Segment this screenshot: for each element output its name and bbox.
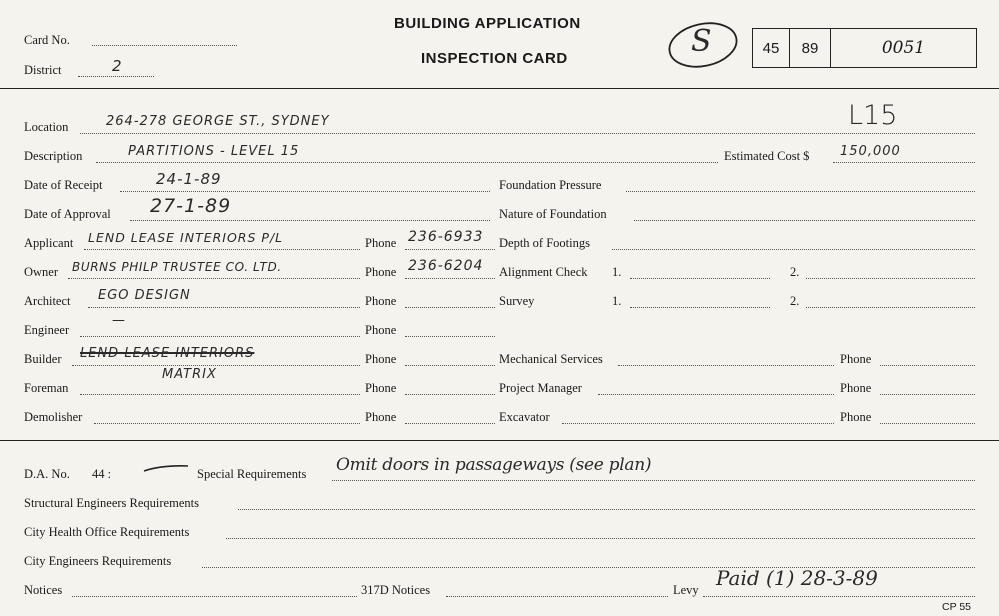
- project-manager-field[interactable]: [598, 394, 834, 395]
- survey-opt2-label: 2.: [790, 294, 800, 308]
- demolisher-phone-label: Phone: [365, 410, 397, 424]
- number-box-3: 0051: [830, 28, 977, 68]
- demolisher-field[interactable]: [94, 423, 360, 424]
- district-field[interactable]: [78, 76, 154, 77]
- alignment-opt1-label: 1.: [612, 265, 622, 279]
- architect-phone-field[interactable]: [405, 307, 495, 308]
- architect-phone-label: Phone: [365, 294, 397, 308]
- alignment-field-2[interactable]: [806, 278, 975, 279]
- engineer-phone-field[interactable]: [405, 336, 495, 337]
- divider-bottom: [0, 440, 999, 441]
- estimated-cost-field[interactable]: [833, 162, 975, 163]
- project-manager-phone-label: Phone: [840, 381, 872, 395]
- card-no-label: Card No.: [24, 33, 70, 47]
- excavator-label: Excavator: [499, 410, 550, 424]
- engineer-label: Engineer: [24, 323, 70, 337]
- engineer-field[interactable]: [80, 336, 360, 337]
- owner-field[interactable]: [68, 278, 360, 279]
- level-mark: L15: [848, 100, 898, 131]
- description-value: PARTITIONS - LEVEL 15: [128, 144, 300, 159]
- health-label: City Health Office Requirements: [24, 525, 190, 539]
- date-approval-label: Date of Approval: [24, 207, 111, 221]
- description-label: Description: [24, 149, 83, 163]
- location-field[interactable]: [80, 133, 975, 134]
- survey-opt1-label: 1.: [612, 294, 622, 308]
- demolisher-label: Demolisher: [24, 410, 83, 424]
- structural-label: Structural Engineers Requirements: [24, 496, 199, 510]
- foreman-label: Foreman: [24, 381, 69, 395]
- owner-phone-label: Phone: [365, 265, 397, 279]
- location-label: Location: [24, 120, 69, 134]
- alignment-opt2-label: 2.: [790, 265, 800, 279]
- mechanical-field[interactable]: [618, 365, 834, 366]
- builder-field[interactable]: [72, 365, 360, 366]
- form-code: CP 55: [942, 601, 971, 613]
- levy-value: Paid (1) 28-3-89: [716, 566, 878, 590]
- title-line2: INSPECTION CARD: [421, 50, 568, 67]
- foundation-pressure-field[interactable]: [626, 191, 975, 192]
- owner-label: Owner: [24, 265, 59, 279]
- date-approval-value: 27-1-89: [150, 195, 232, 217]
- title-line1: BUILDING APPLICATION: [394, 15, 581, 32]
- applicant-value: LEND LEASE INTERIORS P/L: [88, 230, 284, 245]
- divider-top: [0, 88, 999, 89]
- owner-phone-field[interactable]: [405, 278, 495, 279]
- project-manager-phone-field[interactable]: [880, 394, 975, 395]
- circled-letter-mark: [665, 18, 743, 70]
- builder-struck-value: LEND LEASE INTERIORS: [80, 346, 255, 361]
- mechanical-phone-field[interactable]: [880, 365, 975, 366]
- mechanical-label: Mechanical Services: [499, 352, 603, 366]
- nature-foundation-label: Nature of Foundation: [499, 207, 607, 221]
- applicant-label: Applicant: [24, 236, 74, 250]
- date-receipt-field[interactable]: [120, 191, 490, 192]
- number-box-2: 89: [789, 28, 831, 68]
- applicant-field[interactable]: [84, 249, 360, 250]
- engineer-phone-label: Phone: [365, 323, 397, 337]
- notices-field[interactable]: [72, 596, 357, 597]
- notices-label: Notices: [24, 583, 63, 597]
- estimated-cost-label: Estimated Cost $: [724, 149, 810, 163]
- levy-label: Levy: [673, 583, 699, 597]
- special-requirements-value: Omit doors in passageways (see plan): [336, 455, 652, 475]
- circled-letter: S: [691, 24, 712, 59]
- mechanical-phone-label: Phone: [840, 352, 872, 366]
- builder-label: Builder: [24, 352, 62, 366]
- survey-label: Survey: [499, 294, 535, 308]
- city-engineers-label: City Engineers Requirements: [24, 554, 172, 568]
- number-box-1: 45: [752, 28, 790, 68]
- date-receipt-value: 24-1-89: [156, 170, 222, 188]
- applicant-phone-field[interactable]: [405, 249, 495, 250]
- da-no-value: 44 :: [92, 467, 112, 481]
- da-no-label: D.A. No.: [24, 467, 70, 481]
- card-no-field[interactable]: [92, 45, 237, 46]
- survey-field-1[interactable]: [630, 307, 770, 308]
- excavator-field[interactable]: [562, 423, 834, 424]
- engineer-value: —: [112, 313, 126, 328]
- applicant-phone-value: 236-6933: [408, 229, 484, 245]
- district-value: 2: [112, 57, 123, 75]
- alignment-field-1[interactable]: [630, 278, 770, 279]
- foreman-phone-label: Phone: [365, 381, 397, 395]
- architect-field[interactable]: [88, 307, 360, 308]
- foreman-field[interactable]: [80, 394, 360, 395]
- excavator-phone-field[interactable]: [880, 423, 975, 424]
- survey-field-2[interactable]: [806, 307, 975, 308]
- depth-footings-label: Depth of Footings: [499, 236, 590, 250]
- levy-field[interactable]: [703, 596, 975, 597]
- notices-317d-label: 317D Notices: [361, 583, 431, 597]
- notices-317d-field[interactable]: [446, 596, 668, 597]
- owner-value: BURNS PHILP TRUSTEE CO. LTD.: [72, 260, 282, 274]
- structural-field[interactable]: [238, 509, 975, 510]
- district-label: District: [24, 63, 62, 77]
- da-dash-mark: [142, 460, 192, 470]
- description-field[interactable]: [96, 162, 718, 163]
- special-requirements-field[interactable]: [332, 480, 975, 481]
- project-manager-label: Project Manager: [499, 381, 582, 395]
- date-receipt-label: Date of Receipt: [24, 178, 103, 192]
- builder-phone-field[interactable]: [405, 365, 495, 366]
- health-field[interactable]: [226, 538, 975, 539]
- builder-phone-label: Phone: [365, 352, 397, 366]
- builder-value: MATRIX: [162, 367, 217, 382]
- architect-label: Architect: [24, 294, 71, 308]
- special-requirements-label: Special Requirements: [197, 467, 307, 481]
- estimated-cost-value: 150,000: [840, 144, 901, 159]
- foreman-phone-field[interactable]: [405, 394, 495, 395]
- nature-foundation-field[interactable]: [634, 220, 975, 221]
- excavator-phone-label: Phone: [840, 410, 872, 424]
- applicant-phone-label: Phone: [365, 236, 397, 250]
- alignment-check-label: Alignment Check: [499, 265, 588, 279]
- owner-phone-value: 236-6204: [408, 258, 484, 274]
- depth-footings-field[interactable]: [612, 249, 975, 250]
- architect-value: EGO DESIGN: [98, 288, 191, 303]
- foundation-pressure-label: Foundation Pressure: [499, 178, 602, 192]
- location-value: 264-278 GEORGE ST., SYDNEY: [106, 114, 330, 129]
- demolisher-phone-field[interactable]: [405, 423, 495, 424]
- date-approval-field[interactable]: [130, 220, 490, 221]
